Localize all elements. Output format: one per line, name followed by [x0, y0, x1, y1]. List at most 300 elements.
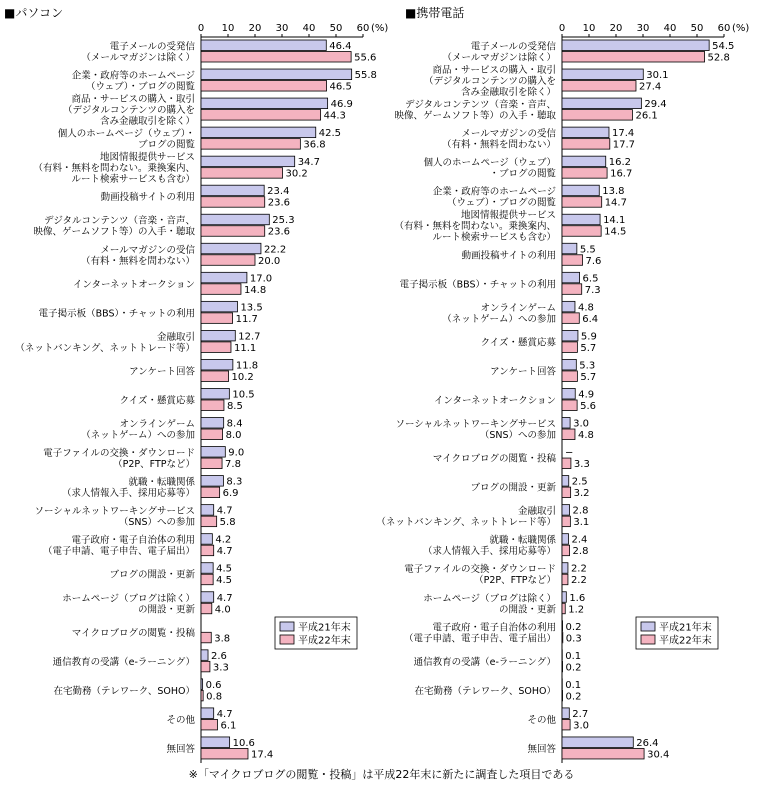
category-label: （求人情報入手、採用応募等）: [62, 487, 195, 499]
data-label: 4.8: [578, 430, 594, 441]
bar-h21: [201, 330, 235, 341]
legend-swatch: [280, 622, 294, 631]
bar-h22: [562, 284, 582, 295]
category-label: 企業・政府等のホームページ: [72, 70, 195, 82]
data-label: 6.5: [583, 273, 599, 284]
data-label: 8.0: [226, 430, 242, 441]
bar-h21: [201, 708, 214, 719]
category-label: 含み金融取引を除く）: [461, 86, 556, 98]
bar-h22: [562, 458, 571, 469]
bar-h22: [201, 255, 255, 266]
category-label: の開設・更新: [499, 603, 557, 615]
category-label: 在宅勤務（テレワーク、SOHO）: [414, 685, 556, 697]
category-label: （SNS）への参加: [480, 429, 557, 441]
category-label: ソーシャルネットワーキングサービス: [34, 506, 195, 517]
category-label: 通信教育の受講（e-ラーニング）: [414, 656, 556, 668]
data-label: 5.7: [580, 343, 596, 354]
category-label: メールマガジンの受信: [100, 244, 195, 256]
data-label: 2.5: [572, 477, 588, 488]
data-label: 6.4: [582, 314, 598, 325]
data-label: 11.1: [234, 343, 256, 354]
x-tick-label: 60: [357, 23, 370, 34]
data-label: 5.5: [580, 244, 596, 255]
data-label: 46.5: [330, 82, 352, 93]
category-label: （ネットゲーム）への参加: [81, 429, 195, 441]
category-label: その他: [527, 714, 556, 726]
category-label: の開設・更新: [138, 603, 196, 615]
x-unit-label: (%): [732, 23, 749, 34]
category-label: 電子掲示板（BBS）・チャットの利用: [39, 307, 195, 319]
bar-h22: [201, 661, 210, 672]
bar-h22: [201, 487, 220, 498]
x-tick-label: 10: [583, 23, 596, 34]
x-unit-label: (%): [371, 23, 388, 34]
bar-h22: [201, 110, 321, 121]
bar-h21: [562, 476, 569, 487]
category-label: インターネットオークション: [73, 279, 195, 290]
bar-h21: [201, 563, 213, 574]
category-label: 動画投稿サイトの利用: [462, 249, 556, 261]
data-label: 0.6: [206, 680, 222, 691]
category-label: 地図情報提供サービス: [461, 209, 556, 221]
category-label: 動画投稿サイトの利用: [101, 191, 195, 203]
data-label: 2.7: [572, 709, 588, 720]
x-tick-label: 50: [330, 23, 343, 34]
bar-h22: [562, 603, 565, 614]
data-label: 52.8: [708, 53, 730, 64]
category-label: ホームページ（ブログは除く）: [423, 593, 556, 604]
x-tick-label: 10: [222, 23, 235, 34]
x-tick-label: 0: [559, 23, 565, 34]
bar-h21: [562, 214, 600, 225]
data-label: 0.8: [206, 691, 222, 702]
data-label: 0.2: [566, 691, 582, 702]
bar-h21: [562, 98, 641, 109]
x-tick-label: 40: [303, 23, 316, 34]
data-label: 0.1: [565, 651, 581, 662]
data-label: 12.7: [238, 331, 260, 342]
bar-h22: [562, 371, 577, 382]
data-label: 20.0: [258, 256, 280, 267]
data-label: 16.7: [610, 169, 632, 180]
data-label: 14.8: [244, 285, 266, 296]
footnote: ※「マイクロブログの閲覧・投稿」は平成22年末に新たに調査した項目である: [0, 766, 763, 782]
category-label: （有料・無料を問わない。乗換案内、: [394, 220, 556, 232]
category-label: 就職・転職関係: [489, 534, 556, 546]
bar-h22: [201, 168, 283, 179]
category-label: 在宅勤務（テレワーク、SOHO）: [53, 685, 195, 697]
data-label: 8.4: [227, 419, 243, 430]
category-label: 無回答: [527, 743, 556, 755]
bar-h21: [562, 737, 633, 748]
bar-h21: [201, 127, 316, 137]
data-label: 5.9: [581, 331, 597, 342]
category-label: 映像、ゲームソフト等）の入手・聴取: [33, 226, 195, 238]
category-label: 個人のホームページ（ウェブ）: [423, 157, 556, 169]
bar-h22: [201, 197, 265, 208]
data-label: 46.9: [331, 99, 353, 110]
data-label: 2.4: [571, 535, 587, 546]
category-label: アンケート回答: [490, 365, 556, 377]
bar-h22: [562, 748, 644, 759]
data-label: 17.4: [251, 749, 273, 760]
bar-h21: [201, 272, 247, 283]
data-label: 4.7: [217, 546, 233, 557]
data-label: 4.0: [215, 604, 231, 615]
bar-h21: [201, 40, 326, 51]
data-label: 17.4: [612, 128, 634, 139]
bar-h21: [562, 592, 566, 603]
category-label: （有料・無料を問わない。乗換案内、: [33, 162, 195, 174]
chart-title: ■携帯電話: [405, 5, 464, 20]
category-label: 電子ファイルの交換・ダウンロード: [43, 447, 195, 459]
bar-h22: [562, 139, 610, 150]
data-label: 23.6: [268, 227, 290, 238]
data-label: 55.8: [355, 70, 377, 81]
x-tick-label: 20: [249, 23, 262, 34]
category-label: （デジタルコンテンツの購入を: [424, 75, 556, 87]
data-label: 2.6: [211, 651, 227, 662]
category-label: 電子政府・電子自治体の利用: [432, 621, 556, 633]
data-label: 4.7: [217, 506, 233, 517]
data-label: 8.3: [226, 477, 242, 488]
category-label: ソーシャルネットワーキングサービス: [395, 419, 556, 430]
data-label: 13.5: [240, 302, 262, 313]
data-label: 14.5: [604, 227, 626, 238]
category-label: 電子政府・電子自治体の利用: [71, 534, 195, 546]
bar-h21: [201, 214, 269, 225]
data-label: 8.5: [227, 401, 243, 412]
bar-h21: [201, 505, 214, 516]
data-label: 5.7: [580, 372, 596, 383]
category-label: （ネットゲーム）への参加: [442, 313, 556, 325]
chart-title: ■パソコン: [4, 6, 63, 20]
bar-h21: [201, 98, 328, 109]
bar-h22: [201, 458, 222, 469]
data-label: 4.8: [578, 302, 594, 313]
bar-h22: [201, 690, 203, 701]
data-label: 3.0: [573, 720, 589, 731]
bar-h22: [562, 574, 568, 585]
bar-h22: [201, 632, 211, 643]
data-label: 10.6: [233, 738, 255, 749]
data-label: 7.8: [225, 459, 241, 470]
bar-h22: [562, 516, 570, 527]
bar-h21: [201, 592, 214, 603]
bar-h21: [562, 621, 563, 632]
data-label: 7.3: [585, 285, 601, 296]
bar-h21: [201, 476, 223, 487]
data-label: 22.2: [264, 244, 286, 255]
bar-h21: [201, 156, 295, 167]
category-label: 電子メールの受発信: [471, 41, 557, 53]
category-label: マイクロブログの閲覧・投稿: [433, 453, 557, 465]
bar-h21: [562, 330, 578, 341]
bar-h21: [562, 418, 570, 429]
legend: [275, 617, 357, 649]
data-label: 36.8: [303, 140, 325, 151]
category-label: 無回答: [166, 743, 195, 755]
bar-h21: [201, 650, 208, 661]
data-label: 3.2: [574, 488, 590, 499]
data-label: 9.0: [228, 448, 244, 459]
category-label: 通信教育の受講（e-ラーニング）: [53, 656, 195, 668]
bar-h21: [562, 40, 709, 51]
category-label: 電子掲示板（BBS）・チャットの利用: [400, 278, 556, 290]
category-label: 電子ファイルの交換・ダウンロード: [404, 563, 556, 575]
data-label: 2.2: [571, 575, 587, 586]
category-label: （有料・無料を問わない）: [442, 139, 556, 151]
data-label: 6.1: [220, 720, 236, 731]
x-tick-label: 30: [276, 23, 289, 34]
bar-h21: [201, 447, 225, 458]
data-label: 14.1: [603, 215, 625, 226]
bar-h21: [562, 272, 580, 283]
category-label: 個人のホームページ（ウェブ）・: [58, 128, 195, 140]
bar-h21: [562, 388, 575, 399]
bar-h21: [562, 563, 568, 574]
category-label: （ネットバンキング、ネットトレード等）: [376, 516, 556, 528]
legend-swatch: [641, 635, 655, 644]
bar-h22: [201, 52, 351, 63]
x-tick-label: 0: [198, 23, 204, 34]
data-label: 44.3: [324, 111, 346, 122]
category-label: ブログの開設・更新: [470, 482, 556, 494]
category-label: ・ブログの閲覧: [489, 168, 556, 180]
bar-h22: [562, 110, 632, 121]
bar-h21: [201, 185, 264, 196]
data-label: 26.1: [635, 111, 657, 122]
mobile-panel: [376, 5, 749, 763]
category-label: 金融取引: [157, 331, 195, 343]
bar-h21: [562, 301, 575, 312]
category-label: （P2P、FTPなど）: [113, 459, 195, 470]
data-label: 30.4: [647, 749, 669, 760]
bar-h22: [562, 52, 705, 63]
data-label: 17.0: [250, 273, 272, 284]
bar-h22: [562, 313, 579, 324]
data-label: 2.2: [571, 564, 587, 575]
data-label: 34.7: [298, 157, 320, 168]
data-label: 55.6: [354, 53, 376, 64]
category-label: 就職・転職関係: [128, 476, 195, 488]
data-label: 29.4: [644, 99, 666, 110]
x-tick-label: 20: [610, 23, 623, 34]
data-label: 17.7: [613, 140, 635, 151]
data-label: 14.7: [605, 198, 627, 209]
category-label: （電子申請、電子申告、電子届出）: [404, 632, 556, 644]
bar-h21: [201, 69, 352, 80]
bar-h21: [562, 185, 599, 196]
data-label: 3.3: [213, 662, 229, 673]
data-label: 3.3: [574, 459, 590, 470]
data-label: 11.7: [236, 314, 258, 325]
data-label: 27.4: [639, 82, 661, 93]
x-tick-label: 50: [691, 23, 704, 34]
bar-h21: [201, 737, 230, 748]
category-label: （ウェブ）・ブログの閲覧: [86, 81, 195, 93]
data-label: 13.8: [602, 186, 624, 197]
category-label: ブログの開設・更新: [109, 569, 195, 581]
bar-h22: [201, 342, 231, 353]
data-label: 4.7: [217, 593, 233, 604]
category-label: デジタルコンテンツ（音楽・音声、: [44, 215, 195, 227]
category-label: （電子申請、電子申告、電子届出）: [43, 545, 195, 557]
category-label: クイズ・懸賞応募: [481, 336, 557, 348]
data-label: 46.4: [329, 41, 351, 52]
data-label: 11.8: [236, 360, 258, 371]
bar-h21: [562, 505, 570, 516]
data-label: 0.1: [565, 680, 581, 691]
data-label: 1.2: [568, 604, 584, 615]
bar-h21: [562, 359, 576, 370]
data-label: 4.5: [216, 564, 232, 575]
category-label: （ウェブ）・ブログの閲覧: [447, 197, 556, 209]
data-label: 0.2: [566, 662, 582, 673]
category-label: 商品・サービスの購入・取引: [432, 64, 556, 76]
bar-h22: [562, 197, 602, 208]
legend-label: 平成22年末: [298, 634, 351, 647]
data-label: 30.1: [646, 70, 668, 81]
bar-h21: [201, 243, 261, 254]
data-label: 5.8: [220, 517, 236, 528]
bar-h22: [562, 545, 570, 556]
category-label: （SNS）への参加: [119, 516, 196, 528]
bar-h21: [562, 708, 569, 719]
bar-h21: [201, 418, 224, 429]
data-label: 54.5: [712, 41, 734, 52]
bar-h22: [201, 139, 300, 150]
bar-h21: [201, 534, 212, 545]
category-label: オンラインゲーム: [480, 303, 556, 314]
bar-h22: [562, 168, 607, 179]
data-label: 5.3: [579, 360, 595, 371]
category-label: 含み金融取引を除く）: [100, 115, 195, 127]
x-tick-label: 40: [664, 23, 677, 34]
bar-h21: [562, 156, 606, 167]
bar-h22: [562, 342, 577, 353]
bar-h21: [562, 69, 643, 80]
bar-h22: [562, 719, 570, 730]
x-tick-label: 30: [637, 23, 650, 34]
bar-h22: [201, 516, 217, 527]
legend-label: 平成21年末: [659, 621, 712, 634]
data-label: 3.1: [573, 517, 589, 528]
data-label: 5.6: [580, 401, 596, 412]
legend: [636, 617, 718, 649]
bar-h22: [562, 661, 563, 672]
bar-h22: [201, 81, 327, 92]
data-label: 4.7: [217, 709, 233, 720]
category-label: 金融取引: [518, 505, 556, 517]
category-label: （デジタルコンテンツの購入を: [63, 104, 195, 116]
category-label: 地図情報提供サービス: [100, 151, 195, 163]
bar-h21: [201, 679, 203, 690]
data-label: 30.2: [286, 169, 308, 180]
bar-h21: [201, 388, 229, 399]
category-label: （P2P、FTPなど）: [474, 575, 556, 586]
category-label: メールマガジンの受信: [461, 128, 556, 140]
category-label: インターネットオークション: [434, 395, 556, 406]
category-label: ルート検索サービスも含む）: [432, 231, 556, 243]
legend-label: 平成22年末: [659, 634, 712, 647]
bar-h22: [201, 748, 248, 759]
data-label: 4.2: [215, 535, 231, 546]
category-label: （有料・無料を問わない）: [81, 255, 195, 267]
category-label: クイズ・懸賞応募: [120, 394, 196, 406]
data-label: 6.9: [223, 488, 239, 499]
category-label: アンケート回答: [129, 365, 195, 377]
data-label: 4.5: [216, 575, 232, 586]
bar-h22: [562, 400, 577, 411]
bar-h22: [562, 81, 636, 92]
data-label: 3.0: [573, 419, 589, 430]
bar-h22: [562, 632, 563, 643]
category-label: ルート検索サービスも含む）: [71, 173, 195, 185]
category-label: 映像、ゲームソフト等）の入手・聴取: [394, 110, 556, 122]
data-label: 0.2: [566, 622, 582, 633]
data-label: 3.8: [214, 633, 230, 644]
bar-h22: [201, 545, 214, 556]
bar-h22: [201, 371, 229, 382]
bar-h22: [562, 487, 571, 498]
data-label: 42.5: [319, 128, 341, 139]
pc-panel: [4, 6, 388, 763]
bar-h22: [562, 226, 601, 237]
legend-label: 平成21年末: [298, 621, 351, 634]
category-label: 企業・政府等のホームページ: [433, 186, 556, 198]
data-label: 4.9: [578, 389, 594, 400]
category-label: ホームページ（ブログは除く）: [62, 593, 195, 604]
data-label: 23.4: [267, 186, 289, 197]
category-label: （求人情報入手、採用応募等）: [423, 545, 556, 557]
data-label: 10.5: [232, 389, 254, 400]
bar-h22: [201, 400, 224, 411]
bar-h22: [201, 284, 241, 295]
bar-h21: [201, 359, 233, 370]
bar-h21: [201, 301, 237, 312]
data-label: 23.6: [268, 198, 290, 209]
category-label: その他: [166, 714, 195, 726]
data-label: 26.4: [636, 738, 658, 749]
category-label: デジタルコンテンツ（音楽・音声、: [405, 99, 556, 111]
data-label: 10.2: [232, 372, 254, 383]
data-label: 25.3: [272, 215, 294, 226]
legend-swatch: [280, 635, 294, 644]
data-label: 16.2: [609, 157, 631, 168]
data-label: 1.6: [569, 593, 585, 604]
data-label: −: [565, 448, 573, 459]
bar-h22: [201, 574, 213, 585]
category-label: 商品・サービスの購入・取引: [71, 93, 195, 105]
data-label: 2.8: [573, 506, 589, 517]
bar-h22: [201, 719, 217, 730]
category-label: オンラインゲーム: [119, 419, 195, 430]
category-label: ブログの閲覧: [138, 139, 196, 151]
bar-h22: [562, 255, 583, 266]
category-label: 電子メールの受発信: [110, 41, 196, 53]
category-label: （メールマガジンは除く）: [442, 53, 556, 64]
bar-h21: [562, 534, 568, 545]
bar-h22: [201, 603, 212, 614]
x-tick-label: 60: [718, 23, 731, 34]
bar-h22: [562, 429, 575, 440]
bar-h22: [201, 226, 265, 237]
bar-h22: [562, 690, 563, 701]
bar-h21: [562, 127, 609, 137]
legend-swatch: [641, 622, 655, 631]
data-label: 2.8: [573, 546, 589, 557]
